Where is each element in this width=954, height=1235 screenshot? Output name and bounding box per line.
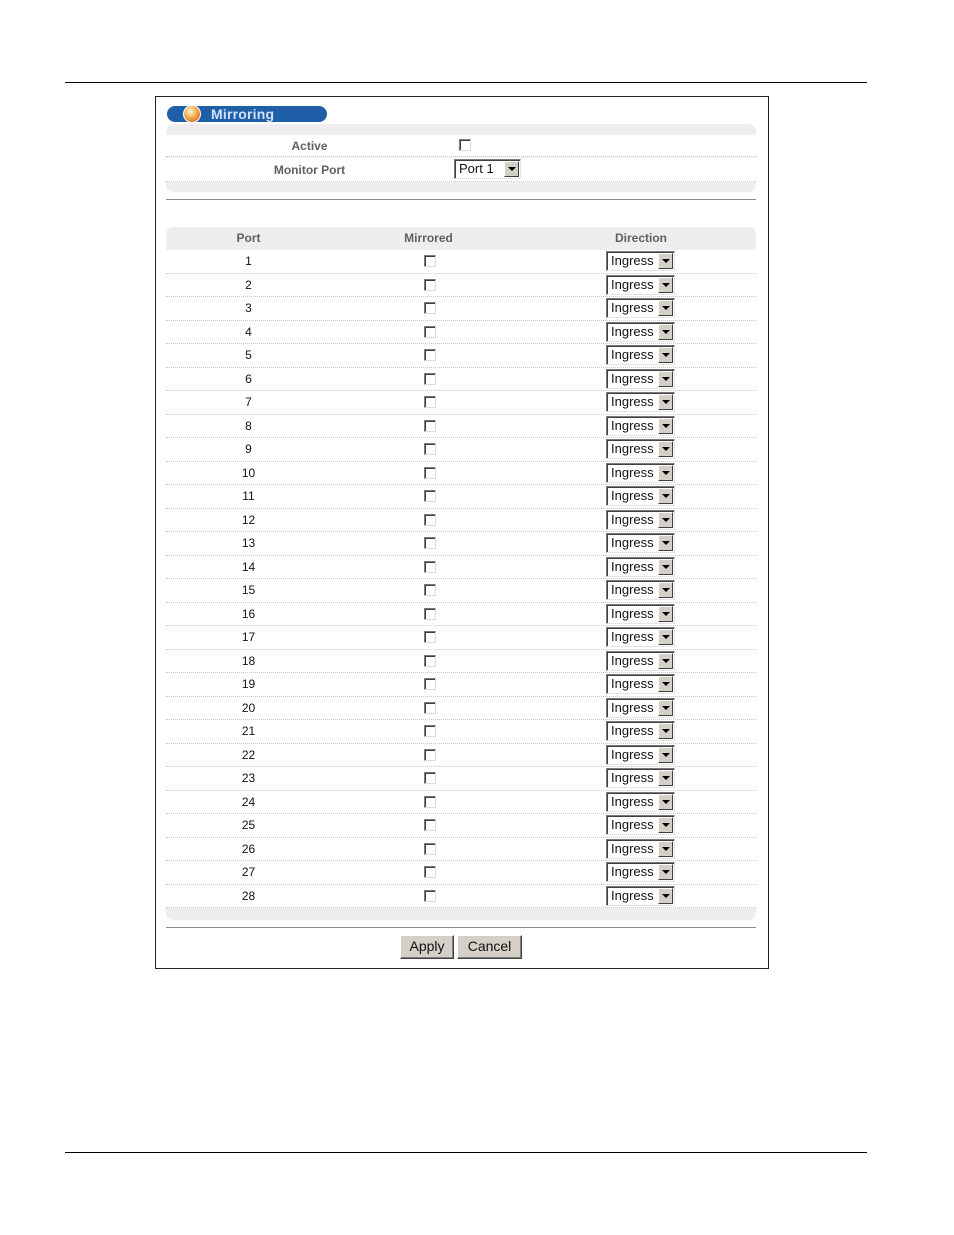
direction-value: Ingress bbox=[611, 417, 654, 433]
port-number: 22 bbox=[241, 747, 256, 762]
direction-select[interactable] bbox=[606, 510, 675, 530]
orb-icon bbox=[183, 105, 201, 123]
direction-value: Ingress bbox=[611, 605, 654, 621]
table-row bbox=[166, 250, 756, 274]
table-row bbox=[166, 415, 756, 439]
port-number: 25 bbox=[241, 818, 256, 832]
mirrored-checkbox[interactable] bbox=[424, 631, 436, 643]
chevron-down-icon[interactable] bbox=[658, 747, 673, 763]
chevron-down-icon[interactable] bbox=[658, 700, 673, 716]
direction-select[interactable] bbox=[606, 463, 675, 483]
direction-select[interactable] bbox=[606, 298, 675, 318]
table-row bbox=[166, 885, 756, 909]
mirrored-checkbox[interactable] bbox=[424, 467, 436, 479]
chevron-down-icon[interactable] bbox=[658, 488, 673, 504]
port-number: 9 bbox=[245, 442, 252, 456]
table-row bbox=[166, 556, 756, 580]
table-row bbox=[166, 814, 756, 838]
active-checkbox[interactable] bbox=[459, 139, 471, 151]
direction-value: Ingress bbox=[611, 370, 654, 386]
mirrored-column-header: Mirrored bbox=[404, 231, 453, 245]
direction-value: Ingress bbox=[611, 323, 654, 339]
direction-select[interactable] bbox=[606, 369, 675, 389]
direction-select[interactable] bbox=[606, 322, 675, 342]
table-row bbox=[166, 767, 756, 791]
direction-value: Ingress bbox=[611, 347, 654, 362]
active-label: Active bbox=[291, 139, 328, 153]
direction-select[interactable] bbox=[606, 815, 675, 835]
chevron-down-icon[interactable] bbox=[658, 841, 673, 857]
mirrored-checkbox[interactable] bbox=[424, 490, 436, 502]
table-row bbox=[166, 720, 756, 744]
chevron-down-icon[interactable] bbox=[658, 629, 673, 645]
mirrored-checkbox[interactable] bbox=[424, 443, 436, 455]
chevron-down-icon[interactable] bbox=[658, 418, 673, 434]
chevron-down-icon[interactable] bbox=[658, 535, 673, 551]
direction-value: Ingress bbox=[611, 300, 654, 315]
port-column-header: Port bbox=[236, 231, 261, 245]
table-row bbox=[166, 509, 756, 533]
direction-select[interactable] bbox=[606, 698, 675, 718]
table-row bbox=[166, 274, 756, 298]
direction-select[interactable] bbox=[606, 674, 675, 694]
direction-value: Ingress bbox=[611, 464, 654, 480]
chevron-down-icon[interactable] bbox=[658, 582, 673, 598]
port-number: 10 bbox=[241, 465, 256, 480]
direction-value: Ingress bbox=[611, 253, 654, 268]
table-row bbox=[166, 391, 756, 415]
port-number: 2 bbox=[245, 277, 252, 292]
port-number: 19 bbox=[241, 677, 256, 691]
table-row bbox=[166, 861, 756, 885]
port-number: 3 bbox=[245, 301, 252, 315]
table-row bbox=[166, 485, 756, 509]
direction-value: Ingress bbox=[611, 535, 654, 550]
direction-value: Ingress bbox=[611, 770, 654, 785]
table-body bbox=[166, 250, 756, 908]
direction-select[interactable] bbox=[606, 886, 675, 906]
direction-select[interactable] bbox=[606, 486, 675, 506]
chevron-down-icon[interactable] bbox=[658, 253, 673, 269]
mirrored-checkbox[interactable] bbox=[424, 866, 436, 878]
port-number: 13 bbox=[241, 536, 256, 550]
active-row bbox=[166, 135, 756, 157]
direction-value: Ingress bbox=[611, 488, 654, 503]
direction-value: Ingress bbox=[611, 441, 654, 456]
port-number: 21 bbox=[241, 724, 256, 738]
chevron-down-icon[interactable] bbox=[658, 277, 673, 293]
direction-value: Ingress bbox=[611, 276, 654, 292]
table-row bbox=[166, 297, 756, 321]
chevron-down-icon[interactable] bbox=[658, 817, 673, 833]
chevron-down-icon[interactable] bbox=[658, 300, 673, 316]
direction-select[interactable] bbox=[606, 792, 675, 812]
table-row bbox=[166, 697, 756, 721]
port-number: 5 bbox=[245, 348, 252, 362]
chevron-down-icon[interactable] bbox=[658, 347, 673, 363]
mirrored-checkbox[interactable] bbox=[424, 655, 436, 667]
direction-select[interactable] bbox=[606, 251, 675, 271]
mirrored-checkbox[interactable] bbox=[424, 302, 436, 314]
page-header-rule bbox=[65, 82, 867, 83]
chevron-down-icon[interactable] bbox=[658, 371, 673, 387]
table-row bbox=[166, 650, 756, 674]
port-number: 18 bbox=[241, 653, 256, 668]
chevron-down-icon[interactable] bbox=[658, 888, 673, 904]
mirrored-checkbox[interactable] bbox=[424, 890, 436, 902]
monitor-port-label: Monitor Port bbox=[273, 163, 346, 177]
mirrored-checkbox[interactable] bbox=[424, 819, 436, 831]
direction-value: Ingress bbox=[611, 699, 654, 715]
direction-select[interactable] bbox=[606, 604, 675, 624]
direction-select[interactable] bbox=[606, 416, 675, 436]
monitor-port-row bbox=[166, 158, 756, 182]
direction-value: Ingress bbox=[611, 652, 654, 668]
mirrored-checkbox[interactable] bbox=[424, 772, 436, 784]
mirrored-checkbox[interactable] bbox=[424, 561, 436, 573]
monitor-port-value: Port 1 bbox=[459, 161, 494, 176]
chevron-down-icon[interactable] bbox=[658, 676, 673, 692]
direction-select[interactable] bbox=[606, 627, 675, 647]
table-row bbox=[166, 462, 756, 486]
port-number: 6 bbox=[245, 371, 252, 386]
mirrored-checkbox[interactable] bbox=[424, 420, 436, 432]
mirrored-checkbox[interactable] bbox=[424, 796, 436, 808]
table-row bbox=[166, 438, 756, 462]
port-number: 8 bbox=[245, 418, 252, 433]
mirroring-screen bbox=[155, 96, 769, 969]
chevron-down-icon[interactable] bbox=[658, 512, 673, 528]
page-footer-rule bbox=[65, 1152, 867, 1153]
direction-value: Ingress bbox=[611, 793, 654, 809]
table-row bbox=[166, 368, 756, 392]
port-number: 17 bbox=[241, 630, 256, 644]
cancel-button[interactable]: Cancel bbox=[457, 935, 522, 959]
direction-select[interactable] bbox=[606, 745, 675, 765]
direction-select[interactable] bbox=[606, 439, 675, 459]
mirrored-checkbox[interactable] bbox=[424, 678, 436, 690]
port-number: 20 bbox=[241, 700, 256, 715]
direction-select[interactable] bbox=[606, 345, 675, 365]
direction-select[interactable] bbox=[606, 721, 675, 741]
direction-select[interactable] bbox=[606, 557, 675, 577]
monitor-port-select[interactable] bbox=[454, 159, 521, 179]
direction-value: Ingress bbox=[611, 629, 654, 644]
table-row bbox=[166, 791, 756, 815]
port-number: 26 bbox=[241, 841, 256, 856]
direction-select[interactable] bbox=[606, 275, 675, 295]
mirrored-checkbox[interactable] bbox=[424, 326, 436, 338]
mirrored-checkbox[interactable] bbox=[424, 349, 436, 361]
mirrored-checkbox[interactable] bbox=[424, 749, 436, 761]
direction-select[interactable] bbox=[606, 651, 675, 671]
mirrored-checkbox[interactable] bbox=[424, 584, 436, 596]
mirrored-checkbox[interactable] bbox=[424, 608, 436, 620]
chevron-down-icon[interactable] bbox=[658, 559, 673, 575]
table-row bbox=[166, 321, 756, 345]
direction-select[interactable] bbox=[606, 392, 675, 412]
port-number: 15 bbox=[241, 583, 256, 597]
port-number: 7 bbox=[245, 395, 252, 409]
direction-value: Ingress bbox=[611, 746, 654, 762]
table-row bbox=[166, 579, 756, 603]
mirrored-checkbox[interactable] bbox=[424, 702, 436, 714]
port-number: 12 bbox=[241, 512, 256, 527]
section-divider bbox=[166, 199, 756, 200]
direction-select[interactable] bbox=[606, 768, 675, 788]
page-title: Mirroring bbox=[211, 106, 275, 122]
direction-value: Ingress bbox=[611, 582, 654, 597]
chevron-down-icon[interactable] bbox=[658, 864, 673, 880]
port-number: 24 bbox=[241, 794, 256, 809]
direction-value: Ingress bbox=[611, 817, 654, 832]
chevron-down-icon[interactable] bbox=[658, 723, 673, 739]
direction-value: Ingress bbox=[611, 723, 654, 738]
port-number: 28 bbox=[241, 888, 256, 903]
chevron-down-icon[interactable] bbox=[658, 394, 673, 410]
direction-value: Ingress bbox=[611, 676, 654, 691]
chevron-down-icon[interactable] bbox=[504, 161, 519, 177]
direction-select[interactable] bbox=[606, 580, 675, 600]
table-row bbox=[166, 673, 756, 697]
direction-value: Ingress bbox=[611, 864, 654, 879]
mirrored-checkbox[interactable] bbox=[424, 373, 436, 385]
table-row bbox=[166, 532, 756, 556]
mirrored-checkbox[interactable] bbox=[424, 843, 436, 855]
chevron-down-icon[interactable] bbox=[658, 653, 673, 669]
table-row bbox=[166, 744, 756, 768]
table-row bbox=[166, 344, 756, 368]
mirrored-checkbox[interactable] bbox=[424, 255, 436, 267]
chevron-down-icon[interactable] bbox=[658, 794, 673, 810]
settings-panel bbox=[166, 124, 756, 192]
direction-value: Ingress bbox=[611, 887, 654, 903]
mirrored-checkbox[interactable] bbox=[424, 725, 436, 737]
title-banner bbox=[167, 106, 327, 122]
mirrored-checkbox[interactable] bbox=[424, 396, 436, 408]
chevron-down-icon[interactable] bbox=[658, 441, 673, 457]
port-number: 23 bbox=[241, 771, 256, 785]
direction-value: Ingress bbox=[611, 840, 654, 856]
direction-value: Ingress bbox=[611, 511, 654, 527]
mirrored-checkbox[interactable] bbox=[424, 537, 436, 549]
port-number: 11 bbox=[242, 489, 255, 503]
direction-select[interactable] bbox=[606, 862, 675, 882]
port-number: 27 bbox=[241, 865, 256, 879]
table-row bbox=[166, 603, 756, 627]
port-number: 14 bbox=[241, 559, 256, 574]
mirrored-checkbox[interactable] bbox=[424, 279, 436, 291]
direction-value: Ingress bbox=[611, 558, 654, 574]
port-number: 16 bbox=[241, 606, 256, 621]
table-row bbox=[166, 626, 756, 650]
direction-value: Ingress bbox=[611, 394, 654, 409]
footer-divider bbox=[166, 927, 756, 928]
port-number: 4 bbox=[245, 324, 252, 339]
port-number: 1 bbox=[245, 254, 252, 268]
direction-select[interactable] bbox=[606, 533, 675, 553]
table-row bbox=[166, 838, 756, 862]
apply-button[interactable]: Apply bbox=[400, 935, 454, 959]
mirrored-checkbox[interactable] bbox=[424, 514, 436, 526]
direction-column-header: Direction bbox=[614, 231, 667, 245]
chevron-down-icon[interactable] bbox=[658, 770, 673, 786]
chevron-down-icon[interactable] bbox=[658, 324, 673, 340]
chevron-down-icon[interactable] bbox=[658, 465, 673, 481]
chevron-down-icon[interactable] bbox=[658, 606, 673, 622]
direction-select[interactable] bbox=[606, 839, 675, 859]
mirror-port-table bbox=[166, 227, 756, 920]
